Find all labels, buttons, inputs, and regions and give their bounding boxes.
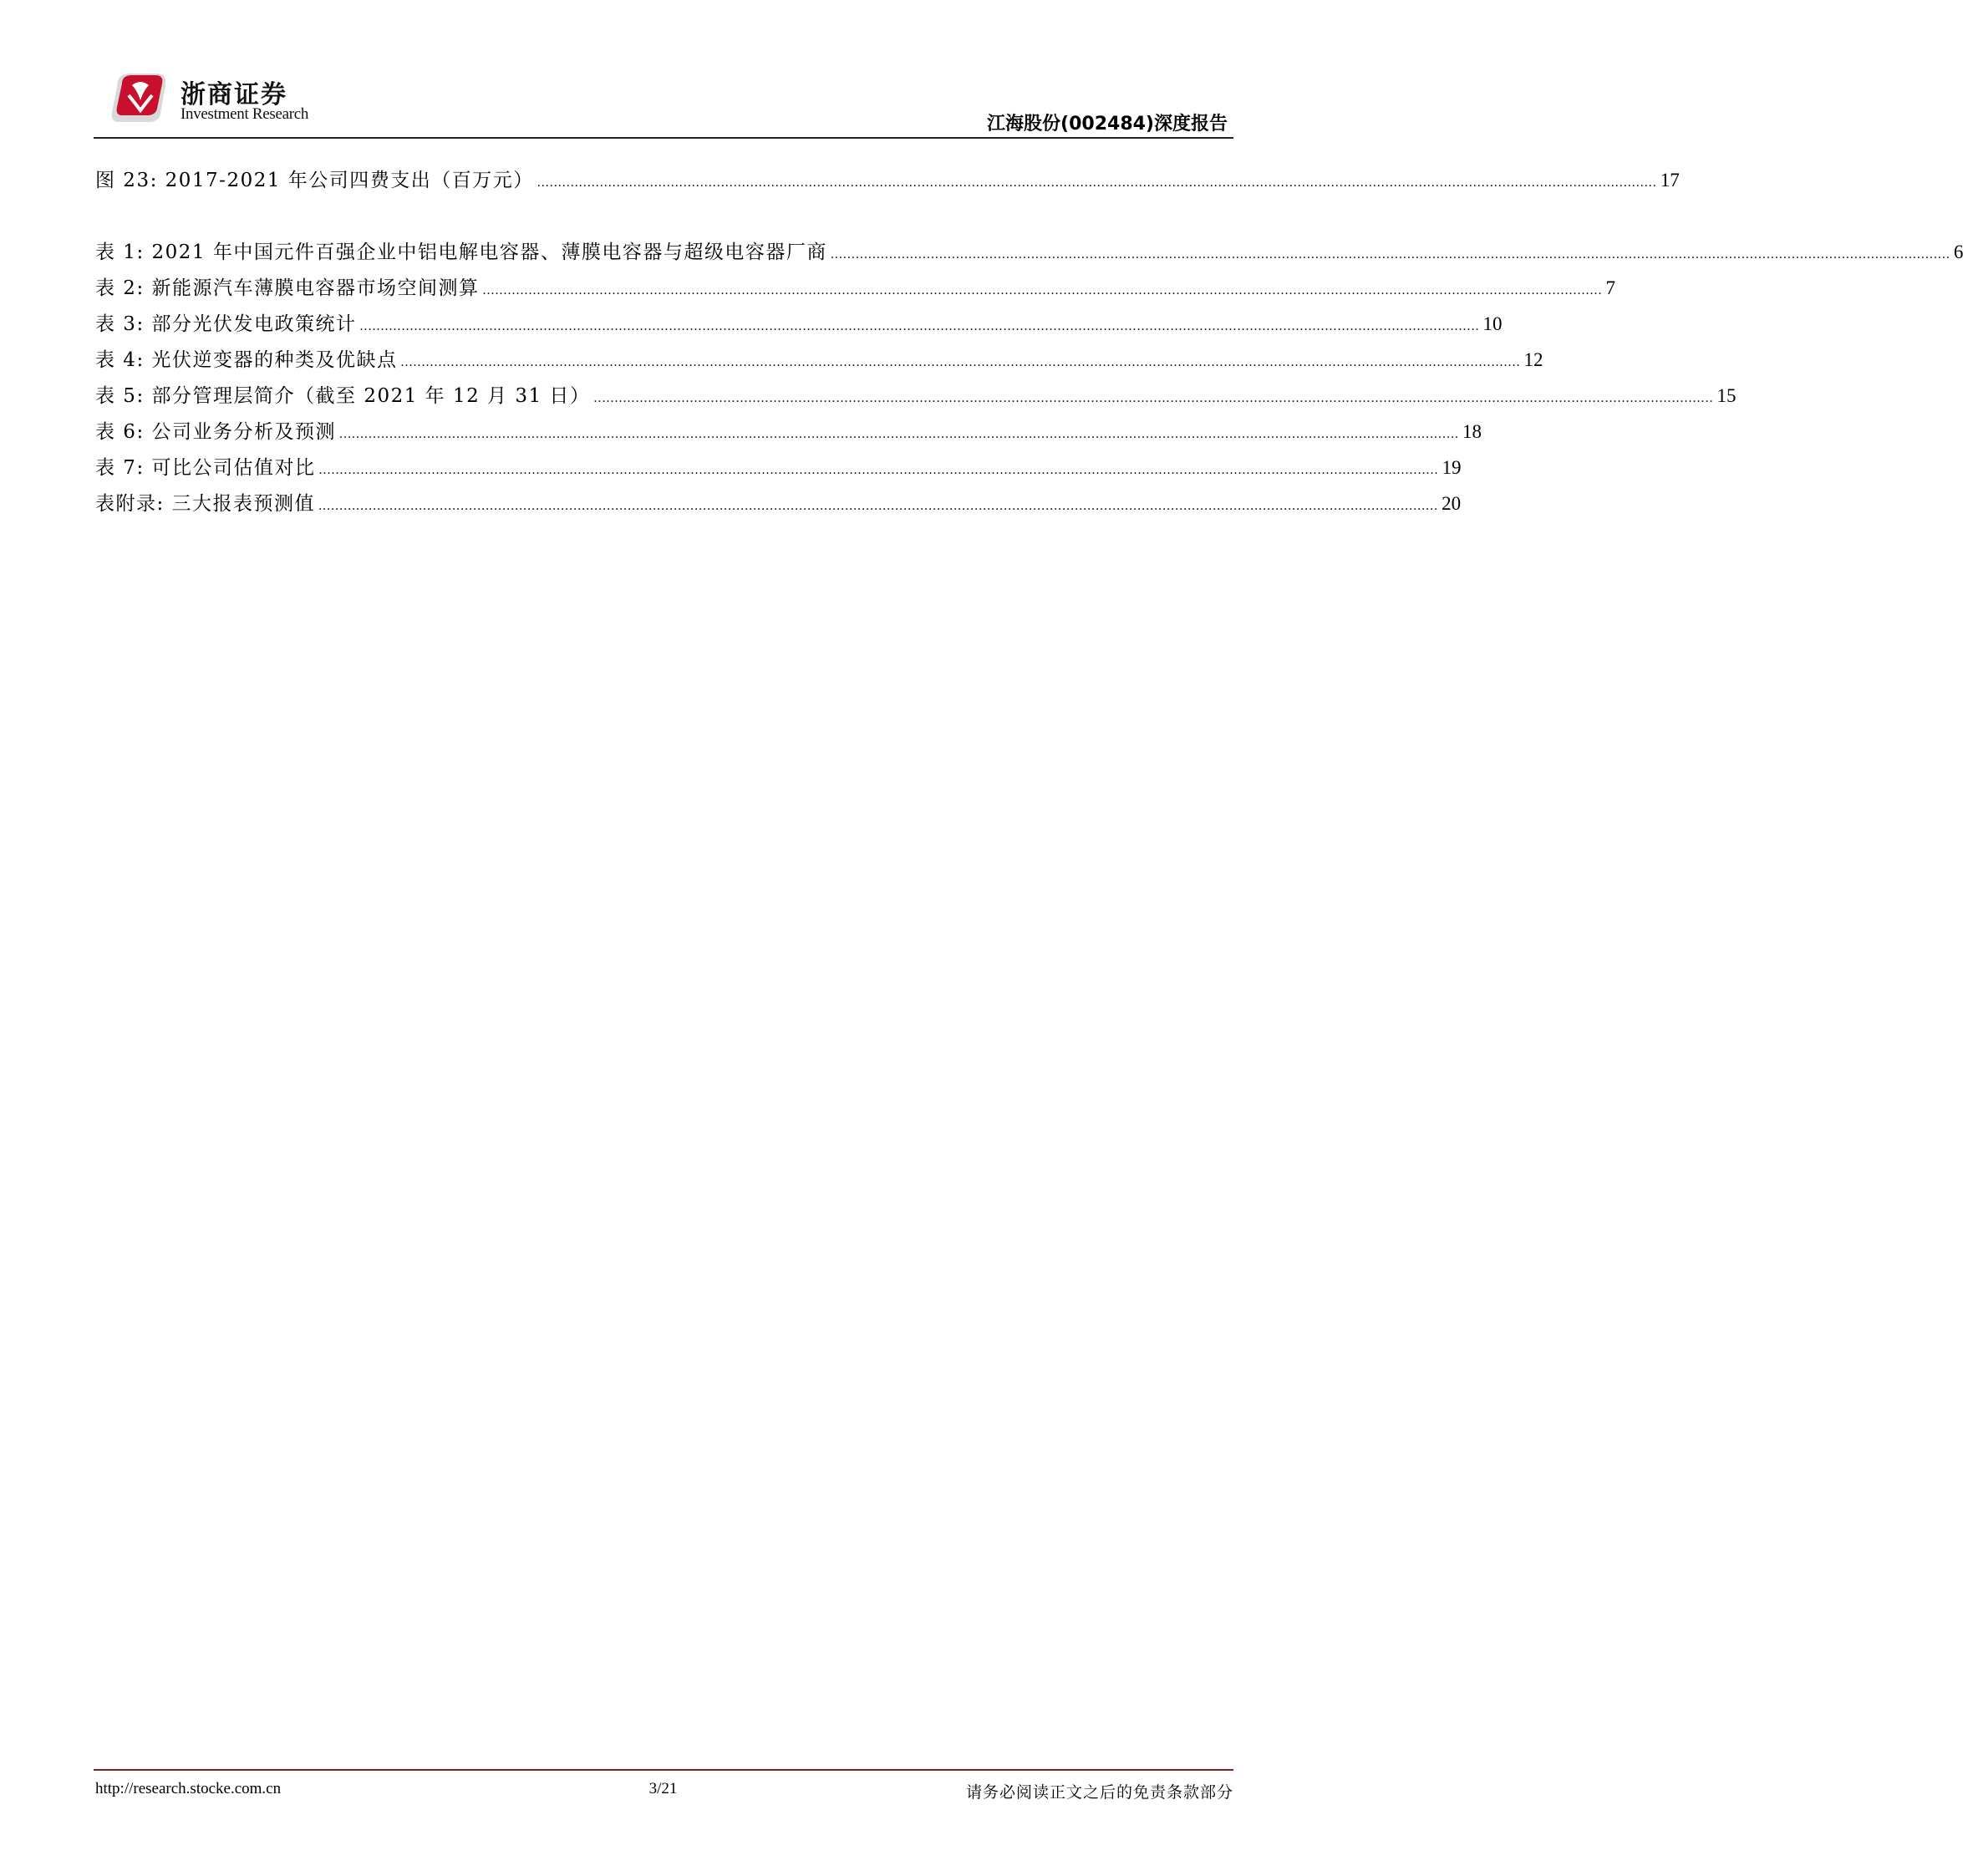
toc-entry-label: 表 6: 公司业务分析及预测 (95, 421, 337, 443)
toc-leader-dots: ............................................................................................................................................................................................................................................................................ (318, 499, 1439, 513)
toc-entry[interactable] (95, 419, 1482, 445)
toc-entry[interactable] (95, 167, 1680, 194)
toc-leader-dots: ............................................................................................................................................................................................................................................................................ (400, 355, 1521, 369)
brand-name: 浙商证券 (181, 80, 287, 109)
toc-entry[interactable] (95, 455, 1462, 481)
toc-entry-page: 20 (1442, 493, 1462, 514)
footer-disclaimer: 请务必阅读正文之后的免责条款部分 (965, 1783, 1233, 1802)
footer-page-number: 3/21 (648, 1780, 678, 1797)
toc-leader-dots: ............................................................................................................................................................................................................................................................................ (339, 427, 1460, 441)
brand-subtitle: Investment Research (181, 105, 309, 123)
toc-entry-label: 表 1: 2021 年中国元件百强企业中铝电解电容器、薄膜电容器与超级电容器厂商 (95, 241, 827, 263)
toc-entry-label: 表 7: 可比公司估值对比 (95, 457, 316, 479)
toc-entry-page: 6 (1953, 241, 1963, 262)
toc-entry-label: 图 23: 2017-2021 年公司四费支出（百万元） (95, 170, 534, 191)
toc-entry-page: 7 (1605, 277, 1616, 298)
toc-entry-page: 19 (1442, 457, 1462, 478)
footer-divider (94, 1769, 1233, 1771)
toc-entry-label: 表 4: 光伏逆变器的种类及优缺点 (95, 349, 398, 371)
toc-entry-page: 17 (1660, 170, 1680, 191)
toc-leader-dots: ............................................................................................................................................................................................................................................................................ (593, 391, 1714, 405)
toc-entry-page: 15 (1716, 385, 1737, 406)
toc-entry-page: 18 (1462, 421, 1482, 442)
zheshang-logo-icon (107, 67, 170, 127)
toc-entry-label: 表 2: 新能源汽车薄膜电容器市场空间测算 (95, 277, 480, 299)
toc-entry-label: 表附录: 三大报表预测值 (95, 493, 316, 515)
toc-entry-page: 10 (1482, 313, 1503, 334)
toc-leader-dots: ............................................................................................................................................................................................................................................................................ (537, 175, 1657, 190)
toc-entry[interactable] (95, 275, 1616, 302)
header-divider (94, 137, 1233, 139)
toc-leader-dots: ............................................................................................................................................................................................................................................................................ (359, 319, 1480, 333)
toc-leader-dots: ............................................................................................................................................................................................................................................................................ (830, 247, 1950, 262)
toc-entry[interactable] (95, 491, 1462, 517)
toc-leader-dots: ............................................................................................................................................................................................................................................................................ (318, 463, 1439, 477)
toc-entry[interactable] (95, 347, 1543, 374)
toc-entry[interactable] (95, 383, 1737, 409)
toc-entry-label: 表 3: 部分光伏发电政策统计 (95, 313, 357, 335)
toc-entry-label: 表 5: 部分管理层简介（截至 2021 年 12 月 31 日） (95, 385, 591, 407)
toc-leader-dots: ............................................................................................................................................................................................................................................................................ (482, 283, 1603, 297)
toc-entry-page: 12 (1523, 349, 1543, 370)
footer-website-link[interactable]: http://research.stocke.com.cn (95, 1780, 282, 1797)
report-title: 江海股份(002484)深度报告 (987, 114, 1228, 135)
toc-entry[interactable] (95, 239, 1963, 266)
toc-entry[interactable] (95, 311, 1503, 338)
